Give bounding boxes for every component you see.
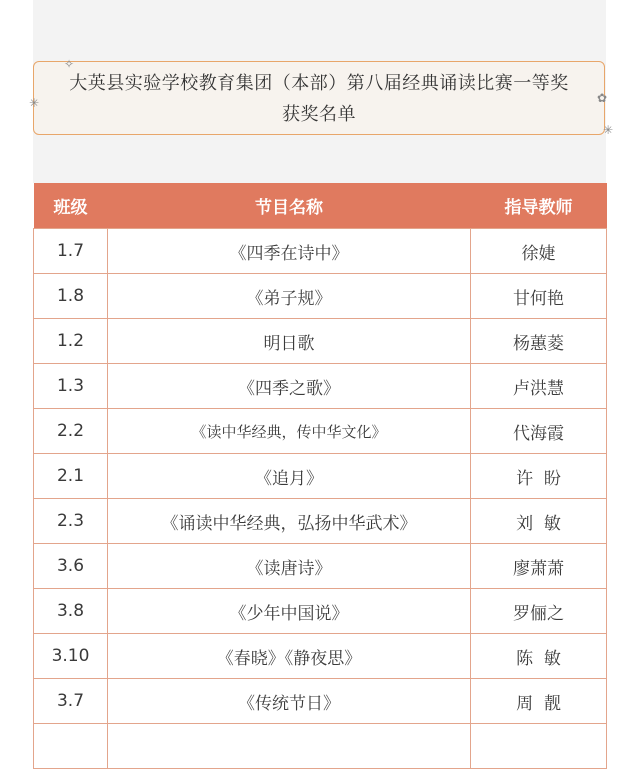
class-cell: 1.7 [34, 229, 108, 274]
program-cell: 《少年中国说》 [108, 589, 471, 634]
table-row [34, 589, 607, 634]
table-row-partial [34, 724, 607, 769]
column-header-class: 班级 [34, 183, 108, 229]
program-cell: 《春晓》《静夜思》 [108, 634, 471, 679]
program-cell: 《传统节日》 [108, 679, 471, 724]
program-cell: 《读中华经典，传中华文化》 [108, 409, 471, 454]
teacher-cell: 许 盼 [471, 454, 607, 499]
table-row [34, 319, 607, 364]
program-cell: 《读唐诗》 [108, 544, 471, 589]
class-cell: 3.7 [34, 679, 108, 724]
table-row [34, 409, 607, 454]
class-cell: 1.8 [34, 274, 108, 319]
teacher-cell: 廖萧萧 [471, 544, 607, 589]
sparkle-icon: ✿ [597, 91, 608, 105]
program-cell: 《弟子规》 [108, 274, 471, 319]
class-cell: 2.3 [34, 499, 108, 544]
class-cell: 1.2 [34, 319, 108, 364]
teacher-cell: 徐婕 [471, 229, 607, 274]
class-cell: 1.3 [34, 364, 108, 409]
table-row [34, 679, 607, 724]
program-cell: 《四季之歌》 [108, 364, 471, 409]
teacher-cell: 甘何艳 [471, 274, 607, 319]
teacher-cell: 周 靓 [471, 679, 607, 724]
table-row [34, 499, 607, 544]
table-header-row [34, 183, 607, 229]
teacher-cell: 刘 敏 [471, 499, 607, 544]
program-cell: 《诵读中华经典，弘扬中华武术》 [108, 499, 471, 544]
class-cell: 2.2 [34, 409, 108, 454]
title-banner [33, 61, 608, 135]
teacher-cell: 罗俪之 [471, 589, 607, 634]
class-cell: 3.6 [34, 544, 108, 589]
program-cell: 《四季在诗中》 [108, 229, 471, 274]
sparkle-icon: ✳ [603, 123, 614, 137]
sparkle-icon: ✧ [64, 57, 75, 71]
table-row [34, 454, 607, 499]
table-row [34, 274, 607, 319]
program-cell: 《追月》 [108, 454, 471, 499]
table-row [34, 364, 607, 409]
table-row [34, 634, 607, 679]
awards-table [33, 183, 607, 769]
title-line-1: 大英县实验学校教育集团（本部）第八届经典诵读比赛一等奖 [69, 73, 569, 94]
teacher-cell: 代海霞 [471, 409, 607, 454]
column-header-program: 节目名称 [108, 183, 471, 229]
teacher-cell: 杨蕙菱 [471, 319, 607, 364]
title-line-2: 获奖名单 [282, 104, 356, 125]
column-header-teacher: 指导教师 [471, 183, 607, 229]
class-cell: 3.8 [34, 589, 108, 634]
program-cell: 明日歌 [108, 319, 471, 364]
class-cell: 2.1 [34, 454, 108, 499]
teacher-cell: 卢洪慧 [471, 364, 607, 409]
sparkle-icon: ✳ [29, 96, 40, 110]
class-cell: 3.10 [34, 634, 108, 679]
table-row [34, 229, 607, 274]
teacher-cell: 陈 敏 [471, 634, 607, 679]
table-row [34, 544, 607, 589]
